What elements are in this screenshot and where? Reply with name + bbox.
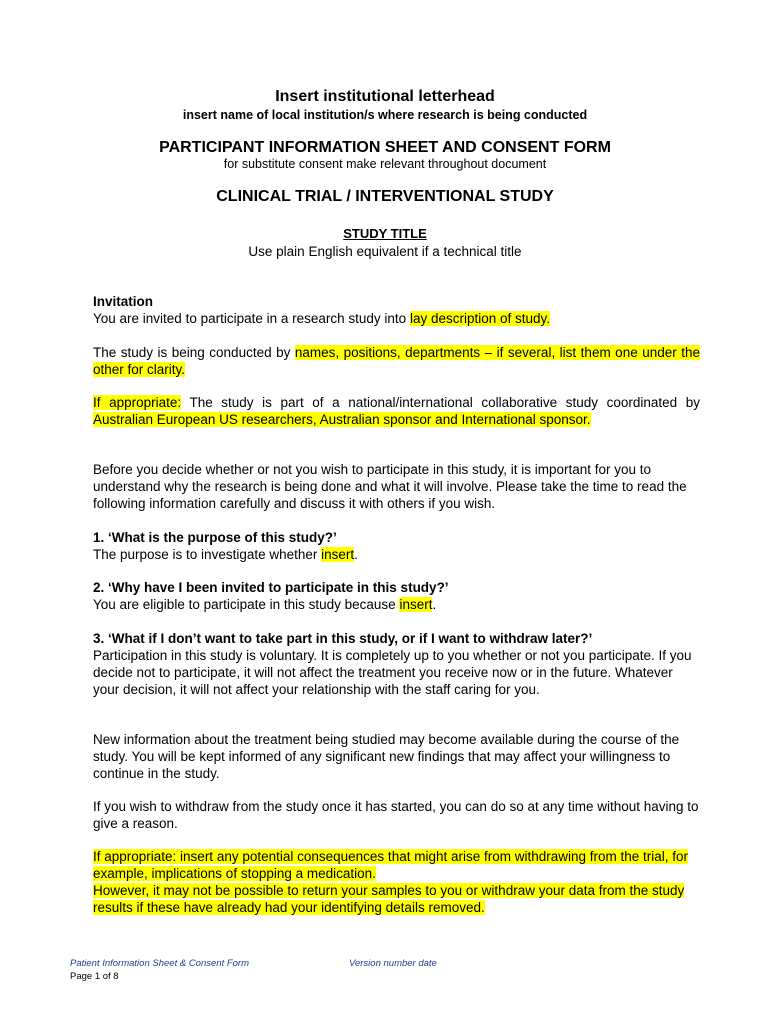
- highlight-placeholder: lay description of study.: [409, 311, 551, 326]
- withdraw-anytime-paragraph: If you wish to withdraw from the study once it has started, you can do so at any time without having to give a reason.: [93, 799, 699, 831]
- paragraph: Participation in this study is voluntary. It is completely up to you whether or not you participate. If you decide not to participate, it will not affect the treatment you receive now or in the future. Whatever your decision, it will not affect your relationship with the staff caring for you.: [93, 648, 692, 697]
- section-heading: 1. ‘What is the purpose of this study?’: [93, 530, 337, 545]
- invitation-line: You are invited to participate in a research study into lay description of study.: [93, 311, 551, 326]
- highlight-placeholder: If appropriate:: [93, 395, 182, 410]
- invitation-section: [93, 293, 700, 327]
- new-information-paragraph: New information about the treatment being studied may become available during the course of the study. You will be kept informed of any significant new findings that may affect your willingness to continue in the study.: [93, 732, 680, 781]
- section-heading: 2. ‘Why have I been invited to participate in this study?’: [93, 580, 449, 595]
- section-purpose: 1. ‘What is the purpose of this study?’ The purpose is to investigate whether insert.: [93, 529, 700, 563]
- institution-note: insert name of local institution/s where research is being conducted: [182, 108, 588, 122]
- highlight-placeholder: names, positions, departments – if several, list them one under the other for clarity.: [93, 345, 700, 377]
- form-title: PARTICIPANT INFORMATION SHEET AND CONSENT FORM: [159, 139, 611, 156]
- highlight-placeholder: However, it may not be possible to return your samples to you or withdraw your data from the study results if these have already had your identifying details removed.: [93, 883, 685, 915]
- consequences-paragraph: [93, 848, 700, 916]
- conducted-by-paragraph: The study is being conducted by names, positions, departments – if several, list them one under the other for clarity.: [93, 345, 700, 377]
- highlight-placeholder: insert: [399, 597, 433, 612]
- footer-document-name: Patient Information Sheet & Consent Form: [70, 958, 250, 969]
- study-type: CLINICAL TRIAL / INTERVENTIONAL STUDY: [216, 188, 554, 205]
- highlight-placeholder: insert: [321, 547, 355, 562]
- highlight-placeholder: Australian European US researchers, Australian sponsor and International sponsor.: [93, 412, 591, 427]
- footer-page-number: Page 1 of 8: [70, 971, 119, 982]
- section-heading: 3. ‘What if I don’t want to take part in this study, or if I want to withdraw later?’: [93, 631, 593, 646]
- letterhead-title: Insert institutional letterhead: [275, 88, 495, 105]
- before-you-decide-paragraph: Before you decide whether or not you wish to participate in this study, it is important for you to understand why the research is being done and what it will involve. Please take the time to read the following information carefully and discuss it with others if you wish.: [93, 462, 687, 511]
- collaborative-paragraph: If appropriate: The study is part of a national/international collaborative study coordinated by Australian European US researchers, Australian sponsor and International sponsor.: [93, 395, 700, 427]
- invitation-heading: Invitation: [93, 294, 153, 309]
- highlight-placeholder: If appropriate: insert any potential consequences that might arise from withdrawing from the trial, for example, implications of stopping a medication.: [93, 849, 689, 881]
- footer-version: Version number date: [349, 958, 437, 969]
- study-title-label: STUDY TITLE: [343, 226, 427, 241]
- study-title-note: Use plain English equivalent if a technical title: [248, 244, 522, 259]
- consent-note: for substitute consent make relevant throughout document: [223, 157, 547, 171]
- section-withdraw: [93, 630, 700, 698]
- section-invited: 2. ‘Why have I been invited to participate in this study?’ You are eligible to participate in this study because insert.: [93, 579, 700, 613]
